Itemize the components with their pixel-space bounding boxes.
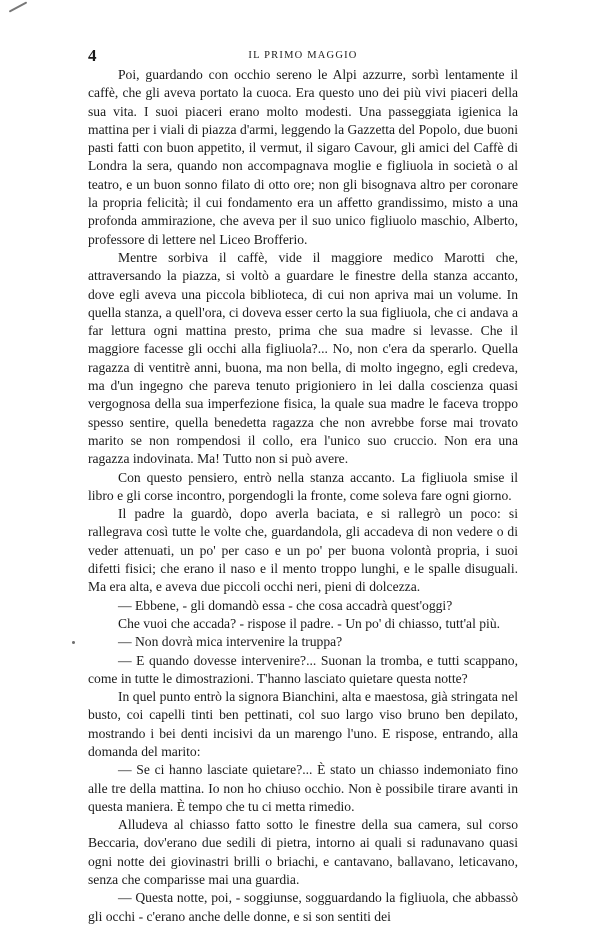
ink-dot [72, 641, 75, 644]
dialogue-line: — Ebbene, - gli domandò essa - che cosa accadrà quest'oggi? [118, 597, 453, 613]
paragraph: Mentre sorbiva il caffè, vide il maggiore medico Marotti che, attraversando la piazza, si voltò a guardare le finestre della stanza accanto, dove egli aveva una piccola biblioteca, di cui non apriva mai un volume. In quella stanza, a quell'ora, ci doveva esser certo la sua figliuola, che ci andava a far lettura ogni mattina presto, prima che sua madre si levasse. Che il maggiore facesse gli occhi alla figliuola?... No, non c'era da sperarlo. Quella ragazza di ventitrè anni, buona, ma non bella, di molto ingegno, egli credeva, ma d'un ingegno che pareva tenuto prigioniero in lei dalla coscienza quasi vergognosa della sua imperfezione fisica, la quale sua madre le faceva troppo spesso sentire, quella benedetta ragazza che non avrebbe forse mai trovato marito se non rompendosi il collo, era l'unico suo cruccio. Non era una ragazza indovinata. Ma! Tutto non si può avere. [88, 249, 518, 467]
dialogue-line: — Questa notte, poi, - soggiunse, sogguardando la figliuola, che abbassò gli occhi - c'erano anche delle donne, e si son sentiti dei [88, 890, 518, 924]
paragraph: Il padre la guardò, dopo averla baciata, e si rallegrò un poco: si rallegrava così tutte le volte che, guardandola, gli accadeva di non vedere o di veder attenuati, un po' per caso e un po' per buona volontà propria, i suoi difetti fisici; che erano il naso e il mento troppo lunghi, e le spalle disuguali. Ma era alta, e aveva due piccoli occhi neri, pieni di dolcezza. [88, 506, 518, 595]
paragraph: Con questo pensiero, entrò nella stanza accanto. La figliuola smise il libro e gli corse incontro, porgendogli la fronte, come soleva fare ogni giorno. [88, 469, 518, 503]
paragraph: Alludeva al chiasso fatto sotto le finestre della sua camera, sul corso Beccaria, dov'erano due sedili di pietra, intorno ai quali si radunavano quasi ogni notte dei giovinastri brilli o briachi, e cantavano, ballavano, leticavano, senza che comparisse mai una guardia. [88, 817, 518, 888]
body-text [88, 66, 518, 926]
page-number: 4 [88, 46, 97, 65]
dialogue-line: — Se ci hanno lasciate quietare?... È stato un chiasso indemoniato fino alle tre della mattina. Io non ho chiuso occhio. Non è possibile tirare avanti in questa maniera. È tempo che tu ci metta rimedio. [88, 762, 518, 814]
dialogue-line: Che vuoi che accada? - rispose il padre. - Un po' di chiasso, tutt'al più. [118, 615, 501, 631]
dialogue-line: — Non dovrà mica intervenire la truppa? [118, 634, 343, 650]
running-title: IL PRIMO MAGGIO [248, 50, 358, 61]
ink-smudge [9, 1, 28, 12]
dialogue-line: — E quando dovesse intervenire?... Suonan la tromba, e tutti scappano, come in tutte le dimostrazioni. T'hanno lasciato quietare questa notte? [88, 652, 518, 686]
paragraph: In quel punto entrò la signora Bianchini, alta e maestosa, già stringata nel busto, coi capelli tinti ben pettinati, col suo largo viso bruno ben depilato, mostrando i bei denti incisivi da un marengo l'uno. E rispose, entrando, alla domanda del marito: [88, 689, 518, 759]
page-header [88, 46, 518, 66]
paragraph: Poi, guardando con occhio sereno le Alpi azzurre, sorbì lentamente il caffè, che gli aveva portato la cuoca. Era questo uno dei più vivi piaceri della sua vita. I suoi piaceri erano molto modesti. Una passeggiata igienica la mattina per i viali di piazza d'armi, leggendo la Gazzetta del Popolo, due buoni pasti fatti con buon appetito, il vermut, il sigaro Cavour, gli amici del Caffè di Londra la sera, quando non accompagnava moglie e figliuola in società o al teatro, e un buon sonno filato di otto ore; non gli bisognava altro per coronare la propria felicità; il cui fondamento era un affetto grandissimo, misto a una profonda ammirazione, che aveva per il suo unico figliuolo maschio, Alberto, professore di lettere nel Liceo Brofferio. [88, 67, 518, 247]
